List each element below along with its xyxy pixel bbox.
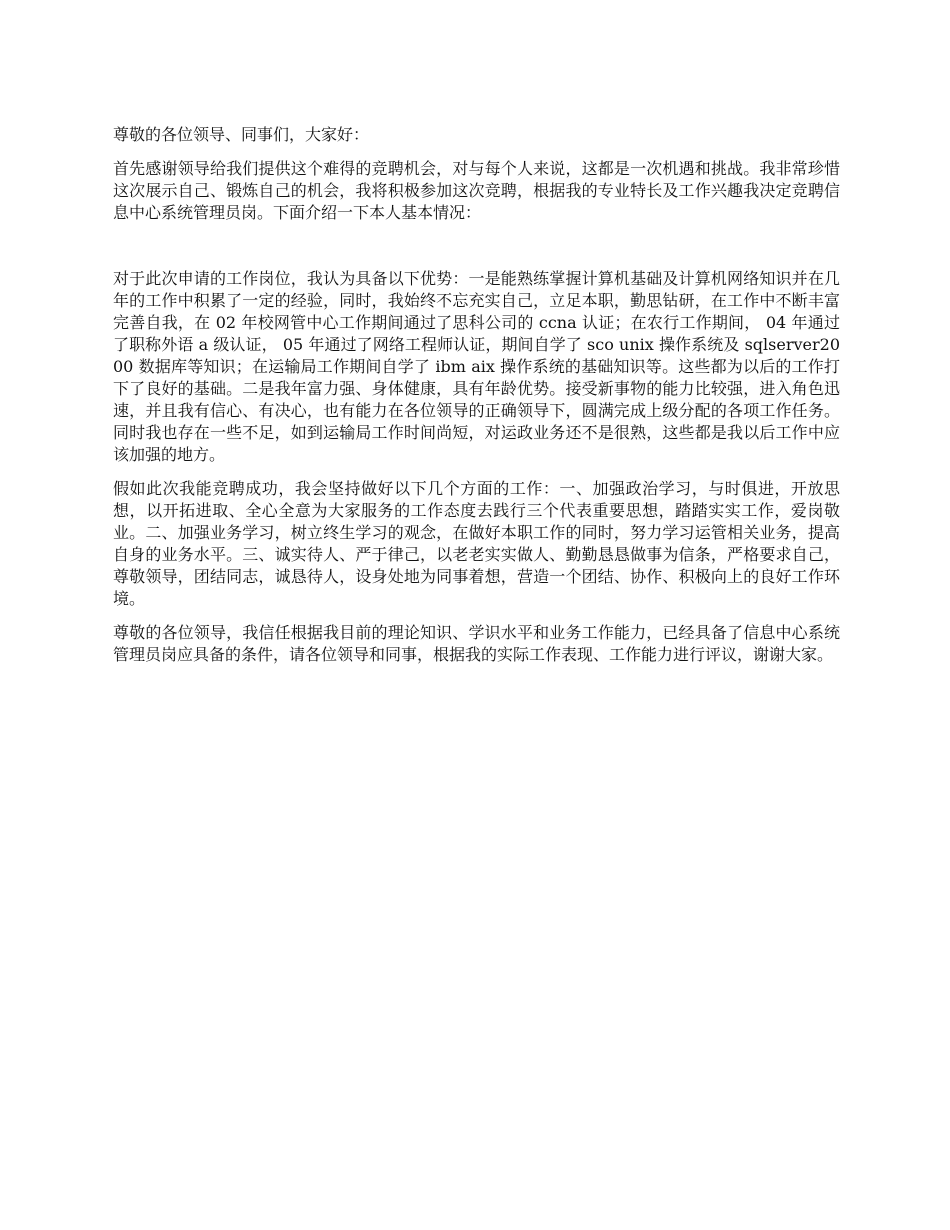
greeting: 尊敬的各位领导、同事们，大家好： (113, 125, 370, 144)
paragraph-closing: 尊敬的各位领导，我信任根据我目前的理论知识、学识水平和业务工作能力，已经具备了信息中心系统管理员岗应具备的条件，请各位领导和同事，根据我的实际工作表现、工作能力进行评议，谢谢大家。 (113, 623, 840, 664)
blank-gap (113, 236, 840, 268)
paragraph-advantages: 对于此次申请的工作岗位，我认为具备以下优势：一是能熟练掌握计算机基础及计算机网络知识并在几年的工作中积累了一定的经验，同时，我始终不忘充实自己，立足本职，勤思钻研，在工作中不断丰富完善自我，在 02 年校网管中心工作期间通过了思科公司的 ccna 认证；在农行工作期间， 04 年通过了职称外语 a 级认证， 05 年通过了网络工程师认证，期间自学了 sco unix 操作系统及 sqlserver2000 数据库等知识；在运输局工作期间自学了 ibm aix 操作系统的基础知识等。这些都为以后的工作打下了良好的基础。二是我年富力强、身体健康，具有年龄优势。接受新事物的能力比较强，进入角色迅速，并且我有信心、有决心，也有能力在各位领导的正确领导下，圆满完成上级分配的各项工作任务。同时我也存在一些不足，如到运输局工作时间尚短，对运政业务还不是很熟，这些都是我以后工作中应该加强的地方。 (113, 269, 840, 464)
document-body (113, 124, 840, 678)
paragraph-intro: 首先感谢领导给我们提供这个难得的竞聘机会，对与每个人来说，这都是一次机遇和挑战。我非常珍惜这次展示自己、锻炼自己的机会，我将积极参加这次竞聘，根据我的专业特长及工作兴趣我决定竞聘信息中心系统管理员岗。下面介绍一下本人基本情况： (113, 159, 840, 222)
paragraph-plans: 假如此次我能竞聘成功，我会坚持做好以下几个方面的工作：一、加强政治学习，与时俱进，开放思想，以开拓进取、全心全意为大家服务的工作态度去践行三个代表重要思想，踏踏实实工作，爱岗敬业。二、加强业务学习，树立终生学习的观念，在做好本职工作的同时，努力学习运管相关业务，提高自身的业务水平。三、诚实待人、严于律己，以老老实实做人、勤勤恳恳做事为信条，严格要求自己，尊敬领导，团结同志，诚恳待人，设身处地为同事着想，营造一个团结、协作、积极向上的良好工作环境。 (113, 479, 840, 608)
